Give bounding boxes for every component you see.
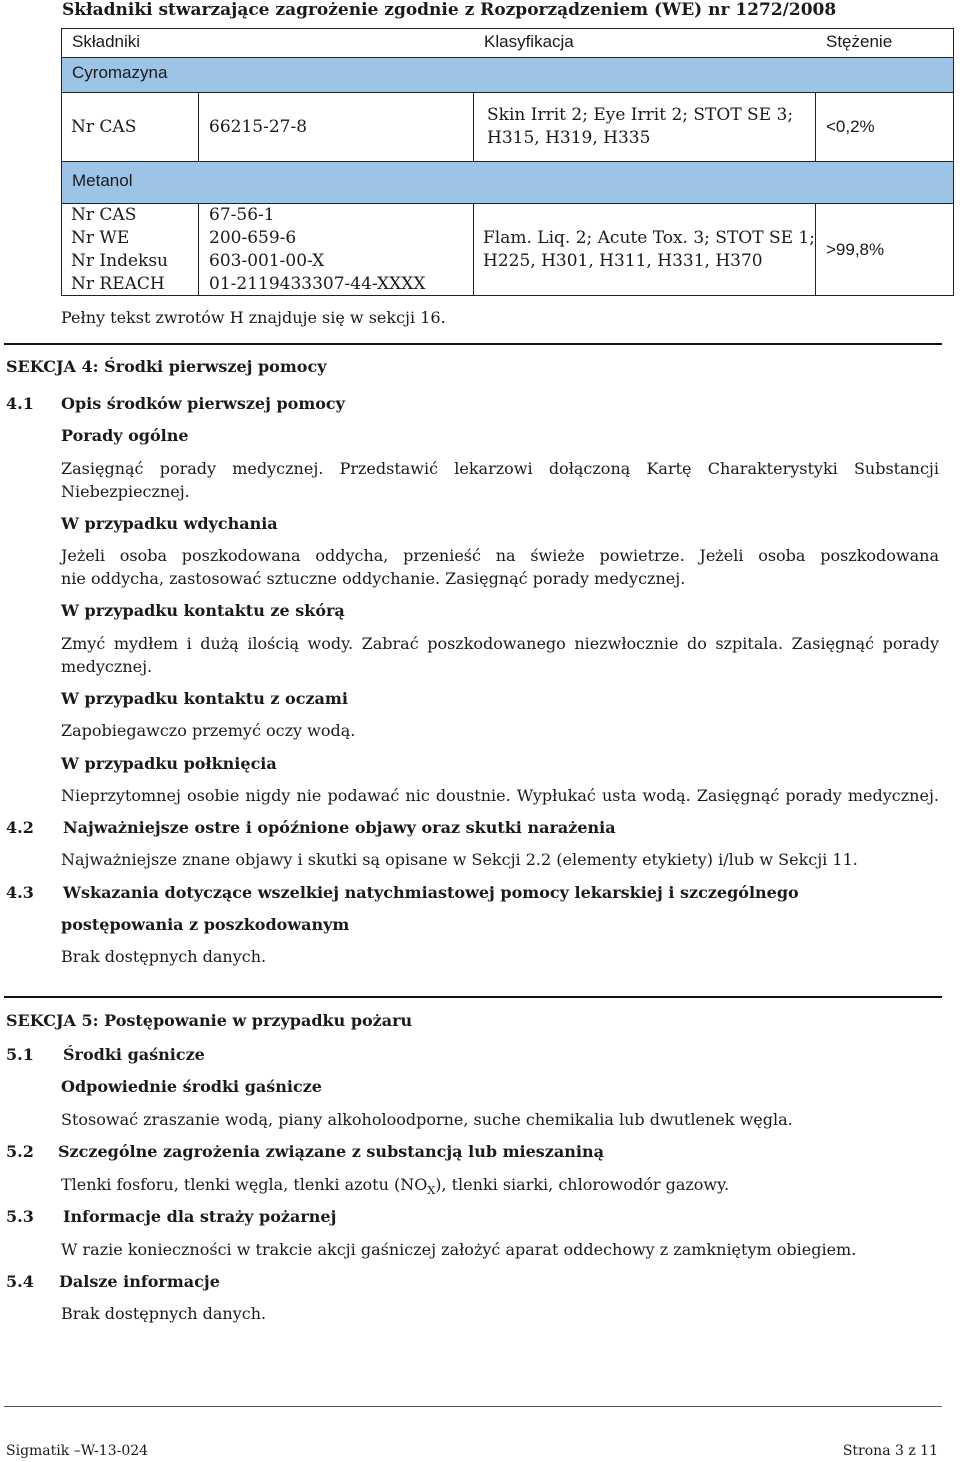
id-value: 67-56-1 bbox=[209, 205, 275, 225]
subsection-title: Informacje dla straży pożarnej bbox=[63, 1207, 337, 1226]
substance-name-row bbox=[61, 57, 954, 93]
substance-name-row bbox=[61, 161, 954, 204]
paragraph-line: Niebezpiecznej. bbox=[61, 482, 190, 501]
paragraph-line: Zapobiegawczo przemyć oczy wodą. bbox=[61, 721, 356, 740]
col-header-ingredients: Składniki bbox=[72, 32, 141, 51]
table-heading: Składniki stwarzające zagrożenie zgodnie z Rozporządzeniem (WE) nr 1272/2008 bbox=[62, 0, 837, 20]
footer-divider bbox=[4, 1406, 942, 1407]
subsection-title: postępowania z poszkodowanym bbox=[61, 915, 350, 934]
id-label: Nr Indeksu bbox=[71, 251, 168, 271]
subscript: X bbox=[427, 1184, 436, 1198]
id-label: Nr WE bbox=[71, 228, 130, 248]
paragraph-line: Zasięgnąć porady medycznej. Przedstawić lekarzowi dołączoną Kartę Charakterystyki Substancji bbox=[61, 459, 939, 478]
subsection-number: 5.2 bbox=[6, 1142, 34, 1161]
section-title: SEKCJA 4: Środki pierwszej pomocy bbox=[6, 357, 327, 376]
section-divider bbox=[4, 996, 942, 998]
section-divider bbox=[4, 343, 942, 345]
subsection-title: Najważniejsze ostre i opóźnione objawy oraz skutki narażenia bbox=[63, 818, 616, 837]
section-title: SEKCJA 5: Postępowanie w przypadku pożaru bbox=[6, 1011, 413, 1030]
paragraph-line: Nieprzytomnej osobie nigdy nie podawać nic doustnie. Wypłukać usta wodą. Zasięgnąć porady medycznej. bbox=[61, 786, 939, 805]
subheading: W przypadku kontaktu ze skórą bbox=[61, 601, 345, 620]
paragraph-line: Brak dostępnych danych. bbox=[61, 947, 267, 966]
substance-name: Metanol bbox=[72, 171, 133, 190]
paragraph-line: Brak dostępnych danych. bbox=[61, 1304, 267, 1323]
subheading: Odpowiednie środki gaśnicze bbox=[61, 1077, 322, 1096]
col-header-classification: Klasyfikacja bbox=[484, 32, 574, 51]
subsection-title: Wskazania dotyczące wszelkiej natychmiastowej pomocy lekarskiej i szczególnego bbox=[63, 883, 799, 902]
footer-page-number: Strona 3 z 11 bbox=[842, 1443, 938, 1459]
col-header-concentration: Stężenie bbox=[826, 32, 893, 51]
text-part: Tlenki fosforu, tlenki węgla, tlenki azotu (NO bbox=[61, 1175, 428, 1194]
paragraph-line: Stosować zraszanie wodą, piany alkoholoodporne, suche chemikalia lub dwutlenek węgla. bbox=[61, 1110, 793, 1129]
subsection-number: 5.4 bbox=[6, 1272, 34, 1291]
concentration-value: >99,8% bbox=[826, 240, 885, 259]
id-label: Nr CAS bbox=[71, 205, 137, 225]
paragraph-line: medycznej. bbox=[61, 657, 153, 676]
footer-document-id: Sigmatik –W-13-024 bbox=[6, 1443, 149, 1459]
subsection-title: Szczególne zagrożenia związane z substancją lub mieszaniną bbox=[58, 1142, 604, 1161]
substance-name: Cyromazyna bbox=[72, 63, 168, 82]
text-part: ), tlenki siarki, chlorowodór gazowy. bbox=[435, 1175, 730, 1194]
id-label: Nr REACH bbox=[71, 274, 165, 294]
subsection-number: 5.3 bbox=[6, 1207, 34, 1226]
subheading: W przypadku połknięcia bbox=[61, 754, 277, 773]
paragraph-line: Jeżeli osoba poszkodowana oddycha, przenieść na świeże powietrze. Jeżeli osoba poszkodowana bbox=[61, 546, 939, 565]
classification-line: Flam. Liq. 2; Acute Tox. 3; STOT SE 1; bbox=[483, 228, 815, 248]
classification-line: H225, H301, H311, H331, H370 bbox=[483, 251, 763, 271]
subsection-title: Środki gaśnicze bbox=[63, 1045, 205, 1064]
classification-line: H315, H319, H335 bbox=[487, 128, 651, 148]
id-label: Nr CAS bbox=[71, 117, 137, 137]
paragraph-line bbox=[61, 1175, 729, 1197]
classification-line: Skin Irrit 2; Eye Irrit 2; STOT SE 3; bbox=[487, 105, 794, 125]
subheading: Porady ogólne bbox=[61, 426, 189, 445]
subsection-number: 4.1 bbox=[6, 394, 34, 413]
subsection-title: Dalsze informacje bbox=[59, 1272, 220, 1291]
id-value: 603-001-00-X bbox=[209, 251, 325, 271]
concentration-value: <0,2% bbox=[826, 117, 875, 136]
substance-detail-row bbox=[61, 92, 954, 162]
id-value: 66215-27-8 bbox=[209, 117, 308, 137]
paragraph-line: nie oddycha, zastosować sztuczne oddychanie. Zasięgnąć porady medycznej. bbox=[61, 569, 686, 588]
subheading: W przypadku wdychania bbox=[61, 514, 278, 533]
paragraph-line: Zmyć mydłem i dużą ilością wody. Zabrać poszkodowanego niezwłocznie do szpitala. Zasięgnąć porady bbox=[61, 634, 939, 653]
id-value: 01-2119433307-44-XXXX bbox=[209, 274, 426, 294]
table-note: Pełny tekst zwrotów H znajduje się w sekcji 16. bbox=[61, 308, 446, 327]
subsection-number: 4.3 bbox=[6, 883, 34, 902]
subheading: W przypadku kontaktu z oczami bbox=[61, 689, 348, 708]
paragraph-line: W razie konieczności w trakcie akcji gaśniczej założyć aparat oddechowy z zamkniętym obiegiem. bbox=[61, 1240, 857, 1259]
paragraph-line: Najważniejsze znane objawy i skutki są opisane w Sekcji 2.2 (elementy etykiety) i/lub w Sekcji 11. bbox=[61, 850, 858, 869]
subsection-number: 4.2 bbox=[6, 818, 34, 837]
substance-detail-row bbox=[61, 203, 954, 296]
subsection-number: 5.1 bbox=[6, 1045, 34, 1064]
subsection-title: Opis środków pierwszej pomocy bbox=[61, 394, 345, 413]
id-value: 200-659-6 bbox=[209, 228, 297, 248]
